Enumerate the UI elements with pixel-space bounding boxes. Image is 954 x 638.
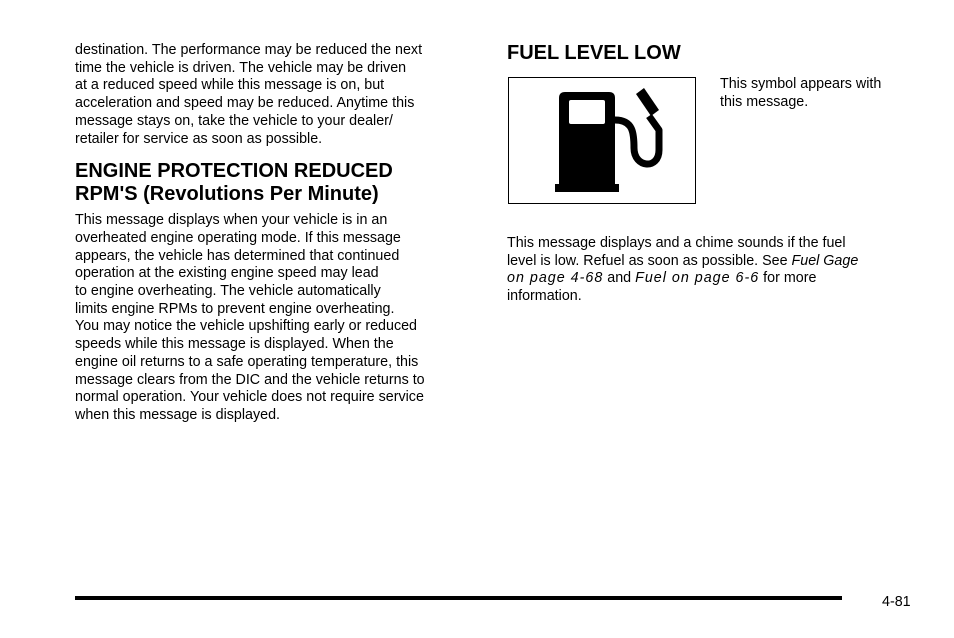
body-line: operation at the existing engine speed may lead	[75, 265, 379, 282]
para-line	[507, 270, 858, 288]
body-line: limits engine RPMs to prevent engine overheating.	[75, 300, 395, 317]
engine-protection-heading	[75, 160, 475, 206]
intro-line: message stays on, take the vehicle to your dealer/	[75, 112, 393, 129]
right-column	[507, 42, 912, 65]
body-line: to engine overheating. The vehicle automatically	[75, 283, 381, 300]
intro-line: retailer for service as soon as possible.	[75, 130, 323, 147]
para-line: This message displays and a chime sounds if the fuel	[507, 235, 846, 251]
fuel-gage-page-link[interactable]: on page 4-68	[507, 270, 604, 287]
intro-line: destination. The performance may be reduced the next	[75, 42, 423, 58]
page-number: 4-81	[882, 594, 911, 610]
para-line	[507, 253, 858, 271]
body-line: engine oil returns to a safe operating temperature, this	[75, 353, 419, 370]
intro-line: acceleration and speed may be reduced. Anytime this	[75, 95, 415, 112]
left-column	[75, 42, 475, 425]
intro-line: at a reduced speed while this message is on, but	[75, 77, 385, 94]
intro-paragraph	[75, 42, 475, 148]
body-line: normal operation. Your vehicle does not require service	[75, 389, 424, 406]
body-line: message clears from the DIC and the vehicle returns to	[75, 371, 425, 388]
para-text: and	[603, 270, 636, 287]
footer-rule	[75, 596, 842, 600]
fuel-gage-link[interactable]: Fuel Gage	[791, 252, 859, 269]
body-line: This message displays when your vehicle is in an	[75, 212, 388, 229]
heading-line: ENGINE PROTECTION REDUCED	[75, 160, 393, 183]
para-text: for more	[759, 270, 817, 287]
fuel-page-link[interactable]: Fuel on page 6-6	[635, 270, 760, 287]
para-line: information.	[507, 288, 582, 305]
fuel-level-low-heading: FUEL LEVEL LOW	[507, 42, 681, 64]
para-text: level is low. Refuel as soon as possible. See	[507, 252, 792, 269]
intro-line: time the vehicle is driven. The vehicle may be driven	[75, 59, 407, 76]
fuel-pump-icon	[509, 78, 697, 205]
body-line: when this message is displayed.	[75, 406, 281, 423]
caption-line: this message.	[720, 93, 809, 110]
fuel-level-low-paragraph	[507, 235, 858, 306]
engine-protection-paragraph	[75, 212, 475, 424]
symbol-caption	[720, 76, 881, 111]
fuel-symbol-box	[508, 77, 696, 204]
body-line: overheated engine operating mode. If this message	[75, 229, 401, 246]
body-line: appears, the vehicle has determined that continued	[75, 247, 400, 264]
heading-line: RPM'S (Revolutions Per Minute)	[75, 183, 379, 206]
caption-line: This symbol appears with	[720, 76, 882, 92]
body-line: You may notice the vehicle upshifting early or reduced	[75, 318, 418, 335]
body-line: speeds while this message is displayed. When the	[75, 336, 394, 353]
